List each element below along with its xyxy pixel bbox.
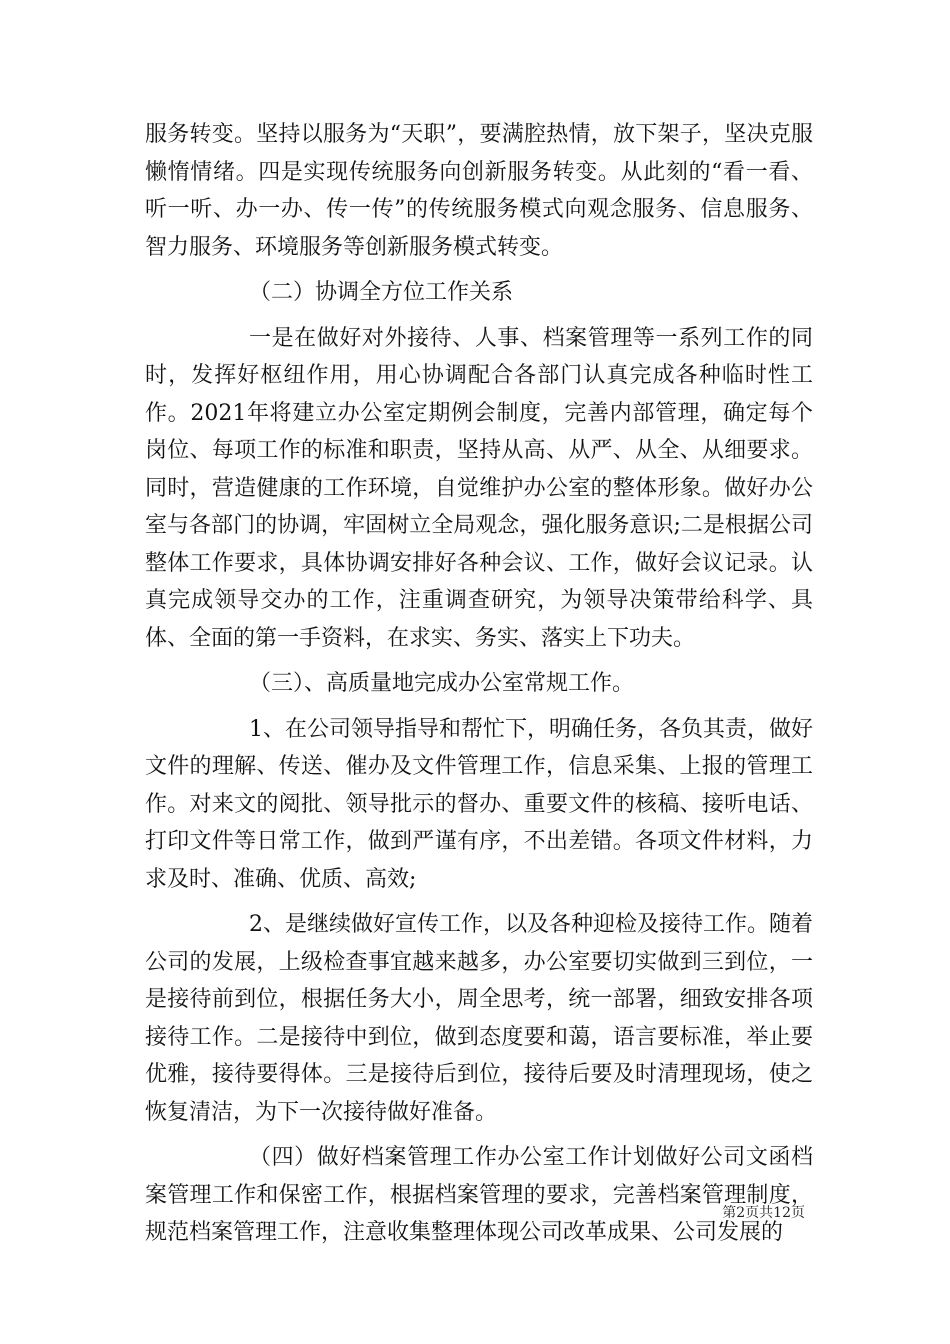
paragraph-gap [145, 266, 813, 274]
section-heading-3: （三）、高质量地完成办公室常规工作。 [249, 671, 635, 696]
page-number: 第2页共12页 [722, 1205, 805, 1221]
paragraph-gap [145, 312, 813, 320]
paragraph-service-transformation: 服务转变。坚持以服务为“天职”，要满腔热情，放下架子，坚决克服懒惰情绪。四是实现传统服务向创新服务转变。从此刻的“看一看、听一听、办一办、传一传”的传统服务模式向观念服务、信息服务、智力服务、环境服务等创新服务模式转变。 [145, 122, 813, 260]
paragraph-reception-work: 2、是继续做好宣传工作，以及各种迎检及接待工作。随着公司的发展，上级检查事宜越来越多，办公室要切实做到三到位，一是接待前到位，根据任务大小，周全思考，统一部署，细致安排各项接待工作。二是接待中到位，做到态度要和蔼，语言要标准，举止要优雅，接待要得体。三是接待后到位，接待后要及时清理现场，使之恢复清洁，为下一次接待做好准备。 [145, 912, 813, 1125]
paragraph-gap [145, 657, 813, 665]
paragraph-archive-management: （四）做好档案管理工作办公室工作计划做好公司文函档案管理工作和保密工作，根据档案管理的要求，完善档案管理制度，规范档案管理工作，注意收集整理体现公司改革成果、公司发展的 [145, 1145, 813, 1245]
paragraph-coordination: 一是在做好对外接待、人事、档案管理等一系列工作的同时，发挥好枢纽作用，用心协调配合各部门认真完成各种临时性工作。2021年将建立办公室定期例会制度，完善内部管理，确定每个岗位、每项工作的标准和职责，坚持从高、从严、从全、从细要求。同时，营造健康的工作环境，自觉维护办公室的整体形象。做好办公室与各部门的协调，牢固树立全局观念，强化服务意识;二是根据公司整体工作要求，具体协调安排好各种会议、工作，做好会议记录。认真完成领导交办的工作，注重调查研究，为领导决策带给科学、具体、全面的第一手资料，在求实、务实、落实上下功夫。 [145, 325, 813, 651]
paragraph-gap [145, 703, 813, 711]
paragraph-gap [145, 1131, 813, 1139]
document-body [145, 116, 813, 1252]
paragraph-document-management: 1、在公司领导指导和帮忙下，明确任务，各负其责，做好文件的理解、传送、催办及文件管理工作，信息采集、上报的管理工作。对来文的阅批、领导批示的督办、重要文件的核稿、接听电话、打印文件等日常工作，做到严谨有序，不出差错。各项文件材料，力求及时、准确、优质、高效; [145, 716, 813, 892]
section-heading-2: （二）协调全方位工作关系 [249, 280, 514, 305]
paragraph-gap [145, 898, 813, 906]
